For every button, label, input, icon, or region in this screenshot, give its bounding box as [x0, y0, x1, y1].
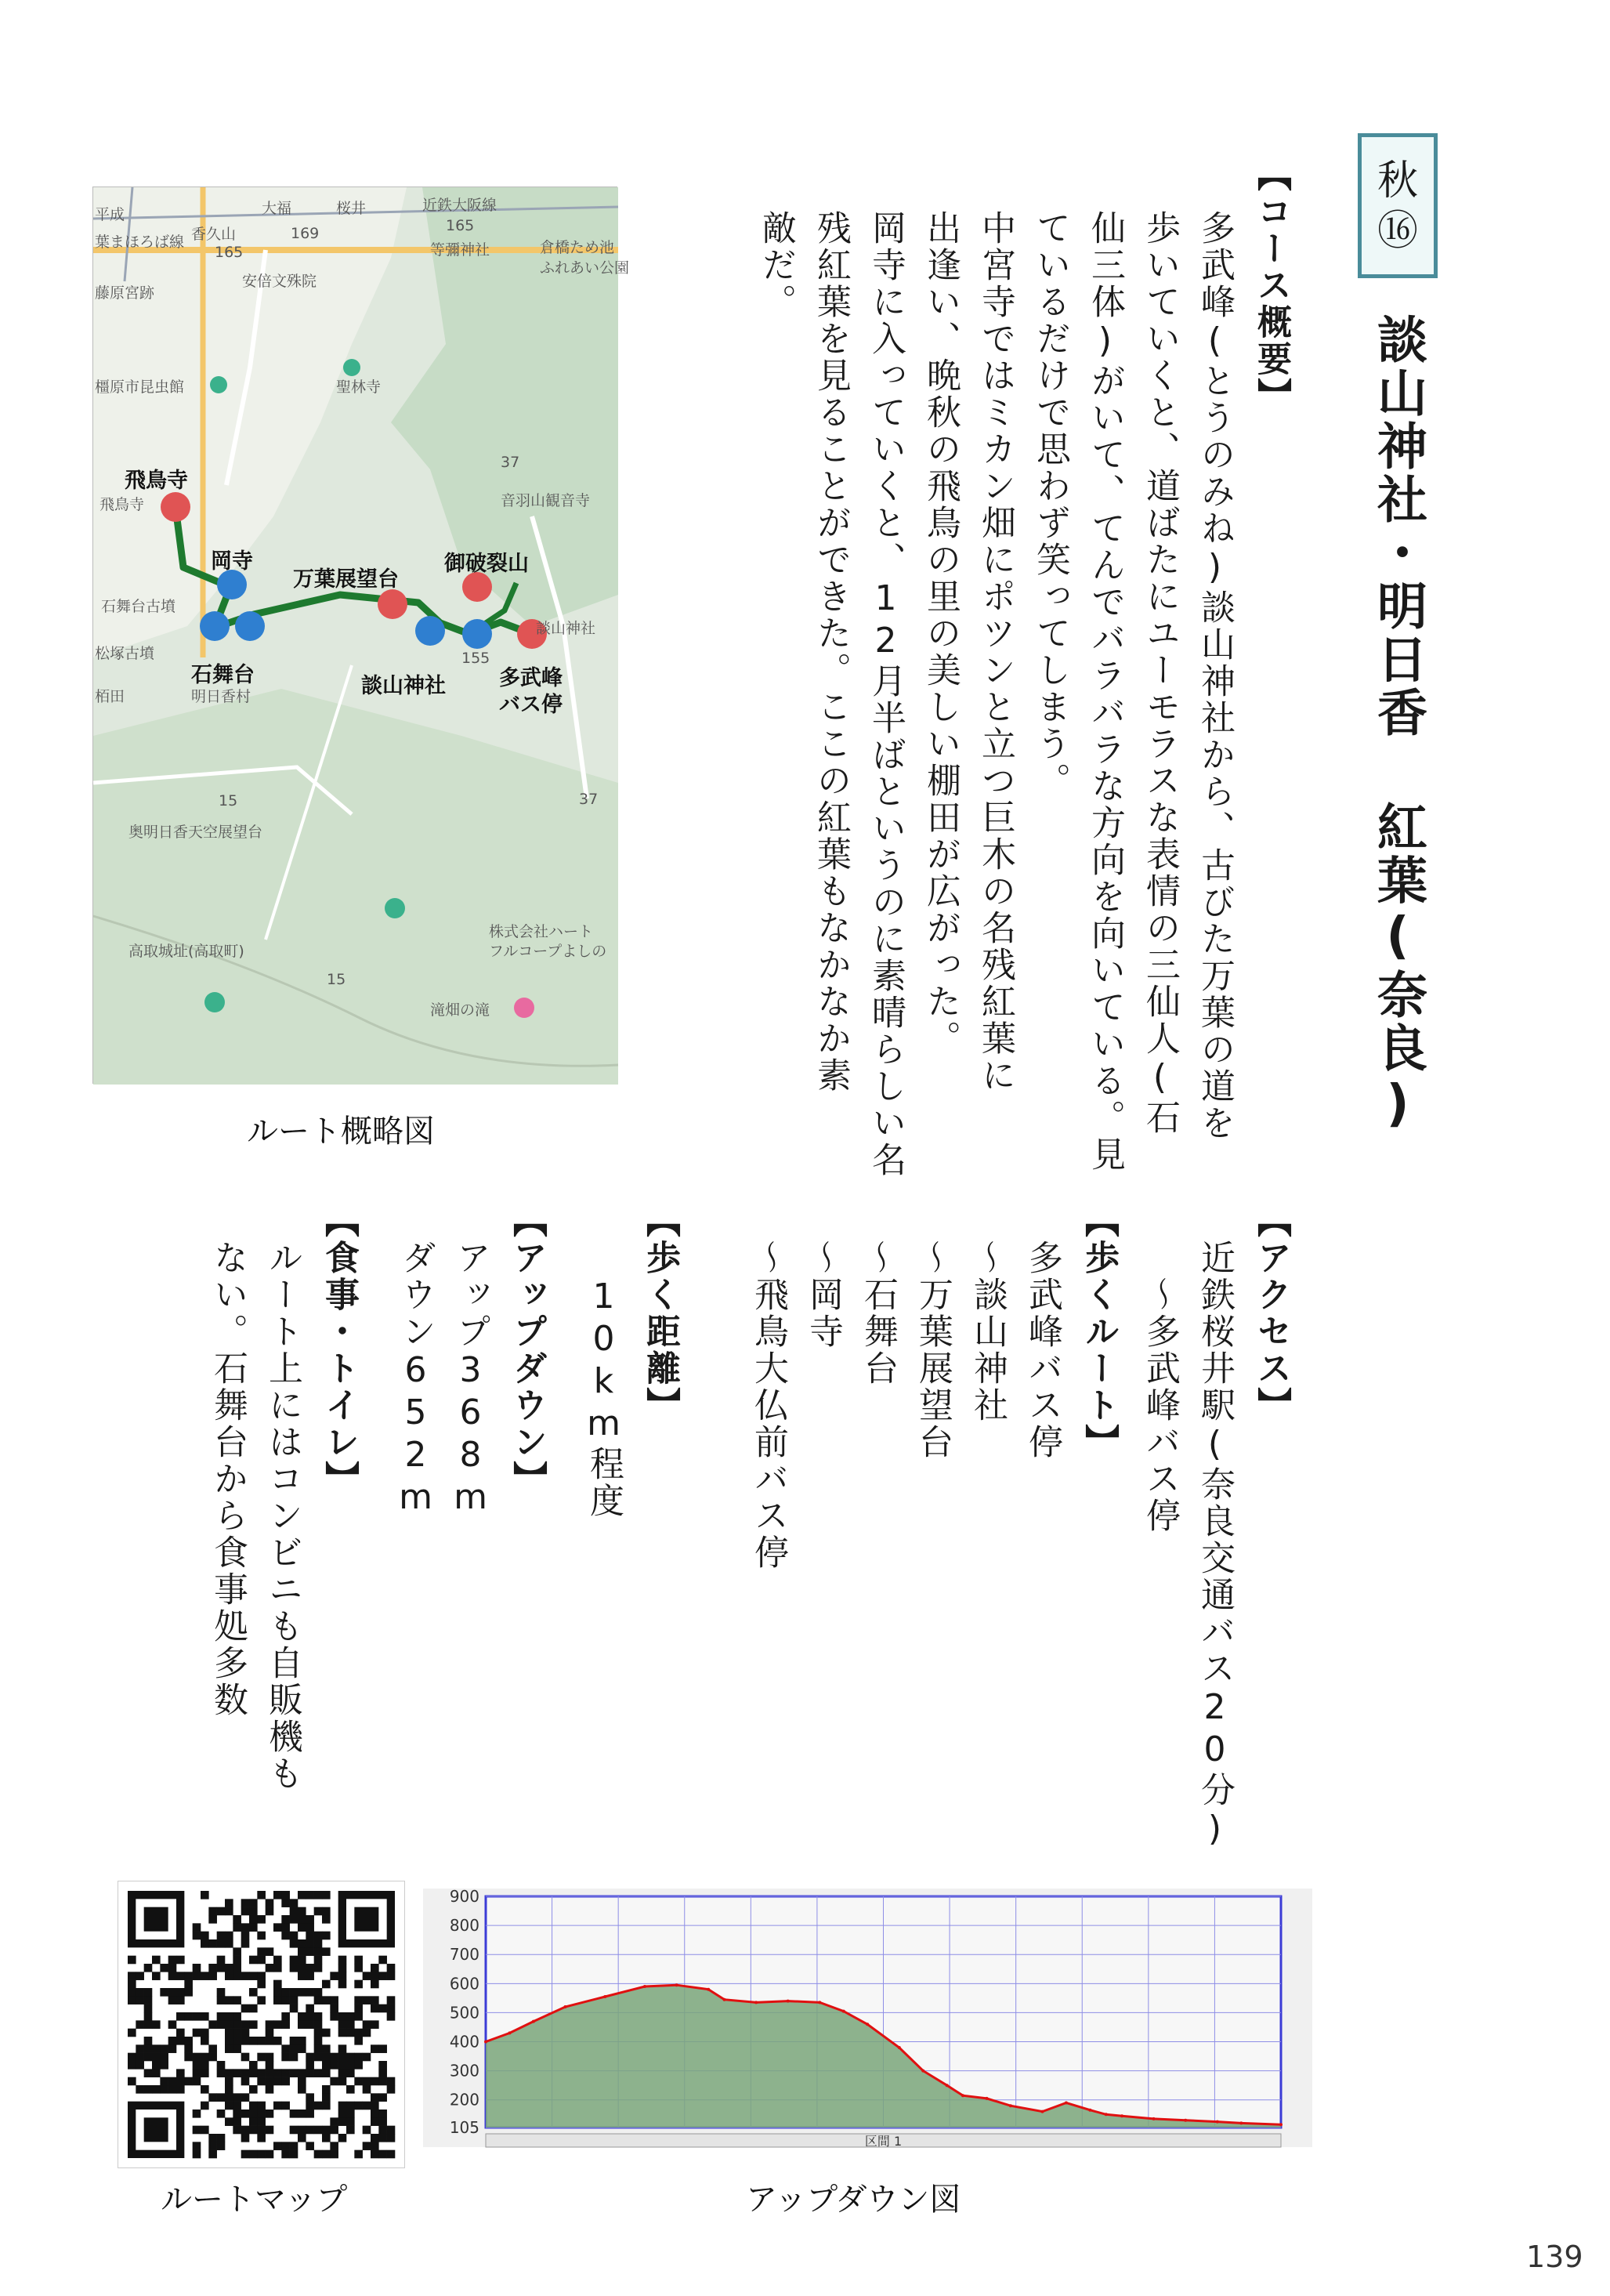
map-label: 安倍文殊院: [242, 273, 317, 290]
map-label: 明日香村: [191, 688, 251, 705]
map-label: 聖林寺: [336, 378, 382, 396]
elevation-point: [1120, 2114, 1123, 2117]
elevation-point: [1105, 2113, 1108, 2116]
y-tick-label: 600: [449, 1974, 479, 1994]
map-label: フルコープよしの: [489, 943, 607, 960]
elevation-point: [818, 2001, 821, 2004]
elevation-point: [1239, 2121, 1243, 2124]
map-label: 藤原宮跡: [95, 284, 155, 302]
stop-label-tanzan-jinja: 談山神社: [361, 674, 446, 698]
route-map-qr-code[interactable]: [118, 1881, 405, 2168]
elevation-point: [921, 2070, 924, 2073]
season-badge: [1358, 133, 1438, 278]
elevation-point: [532, 2020, 535, 2023]
overview-line: 岡寺に入っていくと、12月半ばというのに素晴らしい名: [866, 210, 906, 1179]
info-line: 多武峰バス停: [1022, 1203, 1062, 1461]
elevation-point: [787, 2000, 790, 2003]
elevation-point: [723, 1998, 726, 2001]
info-line: ～万葉展望台: [913, 1203, 953, 1461]
map-label: ふれあい公園: [540, 259, 630, 277]
map-label: 石舞台古墳: [101, 598, 176, 615]
road-number: 15: [219, 792, 238, 809]
map-label: 滝畑の滝: [430, 1001, 490, 1019]
season-label: 秋: [1377, 157, 1418, 205]
qr-code-icon: [118, 1881, 404, 2167]
road-number: 165: [215, 244, 244, 261]
overview-line: 残紅葉を見ることができた。ここの紅葉もなかなか素: [811, 210, 851, 1094]
road-number: 165: [446, 217, 475, 234]
overview-line: 出逢い、晩秋の飛鳥の里の美しい棚田が広がった。: [921, 210, 961, 1057]
y-tick-label: 700: [449, 1945, 479, 1965]
road-number: 15: [327, 971, 346, 988]
map-label: 桜井: [336, 200, 367, 217]
map-label: 橿原市昆虫館: [95, 378, 185, 396]
elevation-point: [1216, 2120, 1219, 2124]
road-number: 155: [461, 650, 490, 667]
map-label: 飛鳥寺: [99, 496, 145, 513]
info-heading-distance: 【歩く距離】: [640, 1203, 680, 1424]
road-number: 169: [291, 225, 320, 242]
route-overview-map: [92, 187, 630, 1084]
info-heading-food: 【食事・トイレ】: [319, 1203, 359, 1497]
overview-line: 敵だ。: [756, 210, 796, 320]
road-number: 37: [501, 454, 520, 471]
elevation-point: [1065, 2102, 1068, 2105]
y-tick-label: 300: [449, 2061, 479, 2081]
elevation-point: [866, 2023, 869, 2026]
overview-line: 歩いていくと、道ばたにユーモラスな表情の三仙人(石: [1140, 210, 1180, 1136]
y-tick-label: 800: [449, 1916, 479, 1936]
stop-label-tonomine: 多武峰: [499, 666, 563, 690]
overview-line: 多武峰(とうのみね)談山神社から、古びた万葉の道を: [1195, 210, 1235, 1142]
info-heading-route: 【歩くルート】: [1079, 1203, 1119, 1461]
y-tick-label: 500: [449, 2003, 479, 2023]
y-tick-label: 105: [449, 2118, 479, 2137]
elevation-point: [484, 2041, 487, 2044]
info-line: 10km程度: [584, 1203, 624, 1519]
map-caption: ルート概略図: [247, 1114, 435, 1150]
elevation-point: [1009, 2104, 1012, 2107]
info-line: ～岡寺: [803, 1203, 843, 1350]
elevation-profile-chart: [423, 1889, 1312, 2147]
info-line: ルート上にはコンビニも自販機も: [262, 1203, 302, 1792]
page-title: 談山神社・明日香 紅葉(奈良): [1369, 313, 1427, 1136]
overview-line: 仙三体)がいて、てんでバラバラな方向を向いている。見: [1085, 210, 1125, 1173]
map-label: 平成: [95, 206, 125, 223]
profile-caption: アップダウン図: [746, 2182, 961, 2218]
info-line: ～多武峰バス停: [1140, 1203, 1180, 1534]
map-label: 奥明日香天空展望台: [128, 824, 263, 841]
stop-label-ishibutai: 石舞台: [191, 663, 255, 687]
stop-label-bus-stop: バス停: [499, 693, 563, 717]
overview-line: 中宮寺ではミカン畑にポツンと立つ巨木の名残紅葉に: [975, 210, 1015, 1094]
elevation-point: [986, 2097, 989, 2100]
elevation-point: [707, 1988, 710, 1991]
page-number: 139: [1526, 2240, 1583, 2274]
info-line: ダウン652m: [396, 1203, 436, 1519]
elevation-point: [898, 2046, 901, 2049]
map-label: 等彌神社: [430, 241, 490, 259]
map-label: 大福: [262, 200, 292, 217]
elevation-point: [946, 2084, 949, 2087]
info-line: 近鉄桜井駅(奈良交通バス20分): [1195, 1203, 1235, 1851]
map-label: 近鉄大阪線: [422, 197, 497, 214]
overview-line: ているだけで思わず笑ってしまう。: [1030, 210, 1070, 799]
elevation-point: [1279, 2123, 1283, 2126]
elevation-point: [1184, 2119, 1187, 2122]
map-label: 香久山: [191, 226, 237, 243]
y-tick-label: 900: [449, 1887, 479, 1906]
stop-label-goharetsuzan: 御破裂山: [444, 552, 529, 576]
info-heading-updown: 【アップダウン】: [507, 1203, 547, 1497]
elevation-point: [508, 2031, 512, 2034]
elevation-chart-svg: [423, 1889, 1312, 2147]
stop-label-manyo-tenbodai: 万葉展望台: [293, 567, 399, 592]
elevation-point: [754, 2001, 758, 2004]
info-line: ～飛鳥大仏前バス停: [748, 1203, 788, 1571]
y-tick-label: 200: [449, 2090, 479, 2109]
map-label: 栢田: [95, 688, 125, 705]
info-line: ～石舞台: [858, 1203, 898, 1387]
info-line: ない。石舞台から食事処多数: [208, 1203, 248, 1718]
elevation-point: [564, 2005, 567, 2008]
overview-heading: 【コース概要】: [1251, 157, 1291, 415]
elevation-point: [1041, 2110, 1044, 2113]
map-label: 株式会社ハート: [489, 923, 594, 940]
map-label: 音羽山観音寺: [501, 492, 591, 509]
info-line: ～談山神社: [968, 1203, 1008, 1424]
map-label: 高取城址(高取町): [128, 943, 244, 960]
course-number: ⑯: [1377, 207, 1418, 255]
map-label: 葉まほろば線: [95, 234, 185, 251]
map-label: 松塚古墳: [95, 645, 155, 662]
info-heading-access: 【アクセス】: [1251, 1203, 1291, 1424]
stop-label-asukadera: 飛鳥寺: [125, 469, 188, 493]
map-label: 談山神社: [536, 620, 596, 637]
elevation-point: [675, 1983, 678, 1986]
map-label: 倉橋ため池: [540, 239, 615, 256]
road-number: 37: [579, 791, 599, 808]
y-tick-label: 400: [449, 2032, 479, 2052]
elevation-point: [1088, 2109, 1091, 2112]
elevation-point: [961, 2094, 964, 2097]
info-line: アップ368m: [450, 1203, 490, 1519]
elevation-point: [643, 1985, 646, 1988]
profile-footer-label: 区間 1: [864, 2134, 903, 2149]
elevation-point: [603, 1995, 606, 1998]
elevation-point: [842, 2010, 845, 2013]
stop-label-okadera: 岡寺: [211, 549, 253, 574]
elevation-point: [1152, 2117, 1156, 2120]
qr-caption: ルートマップ: [161, 2182, 348, 2218]
